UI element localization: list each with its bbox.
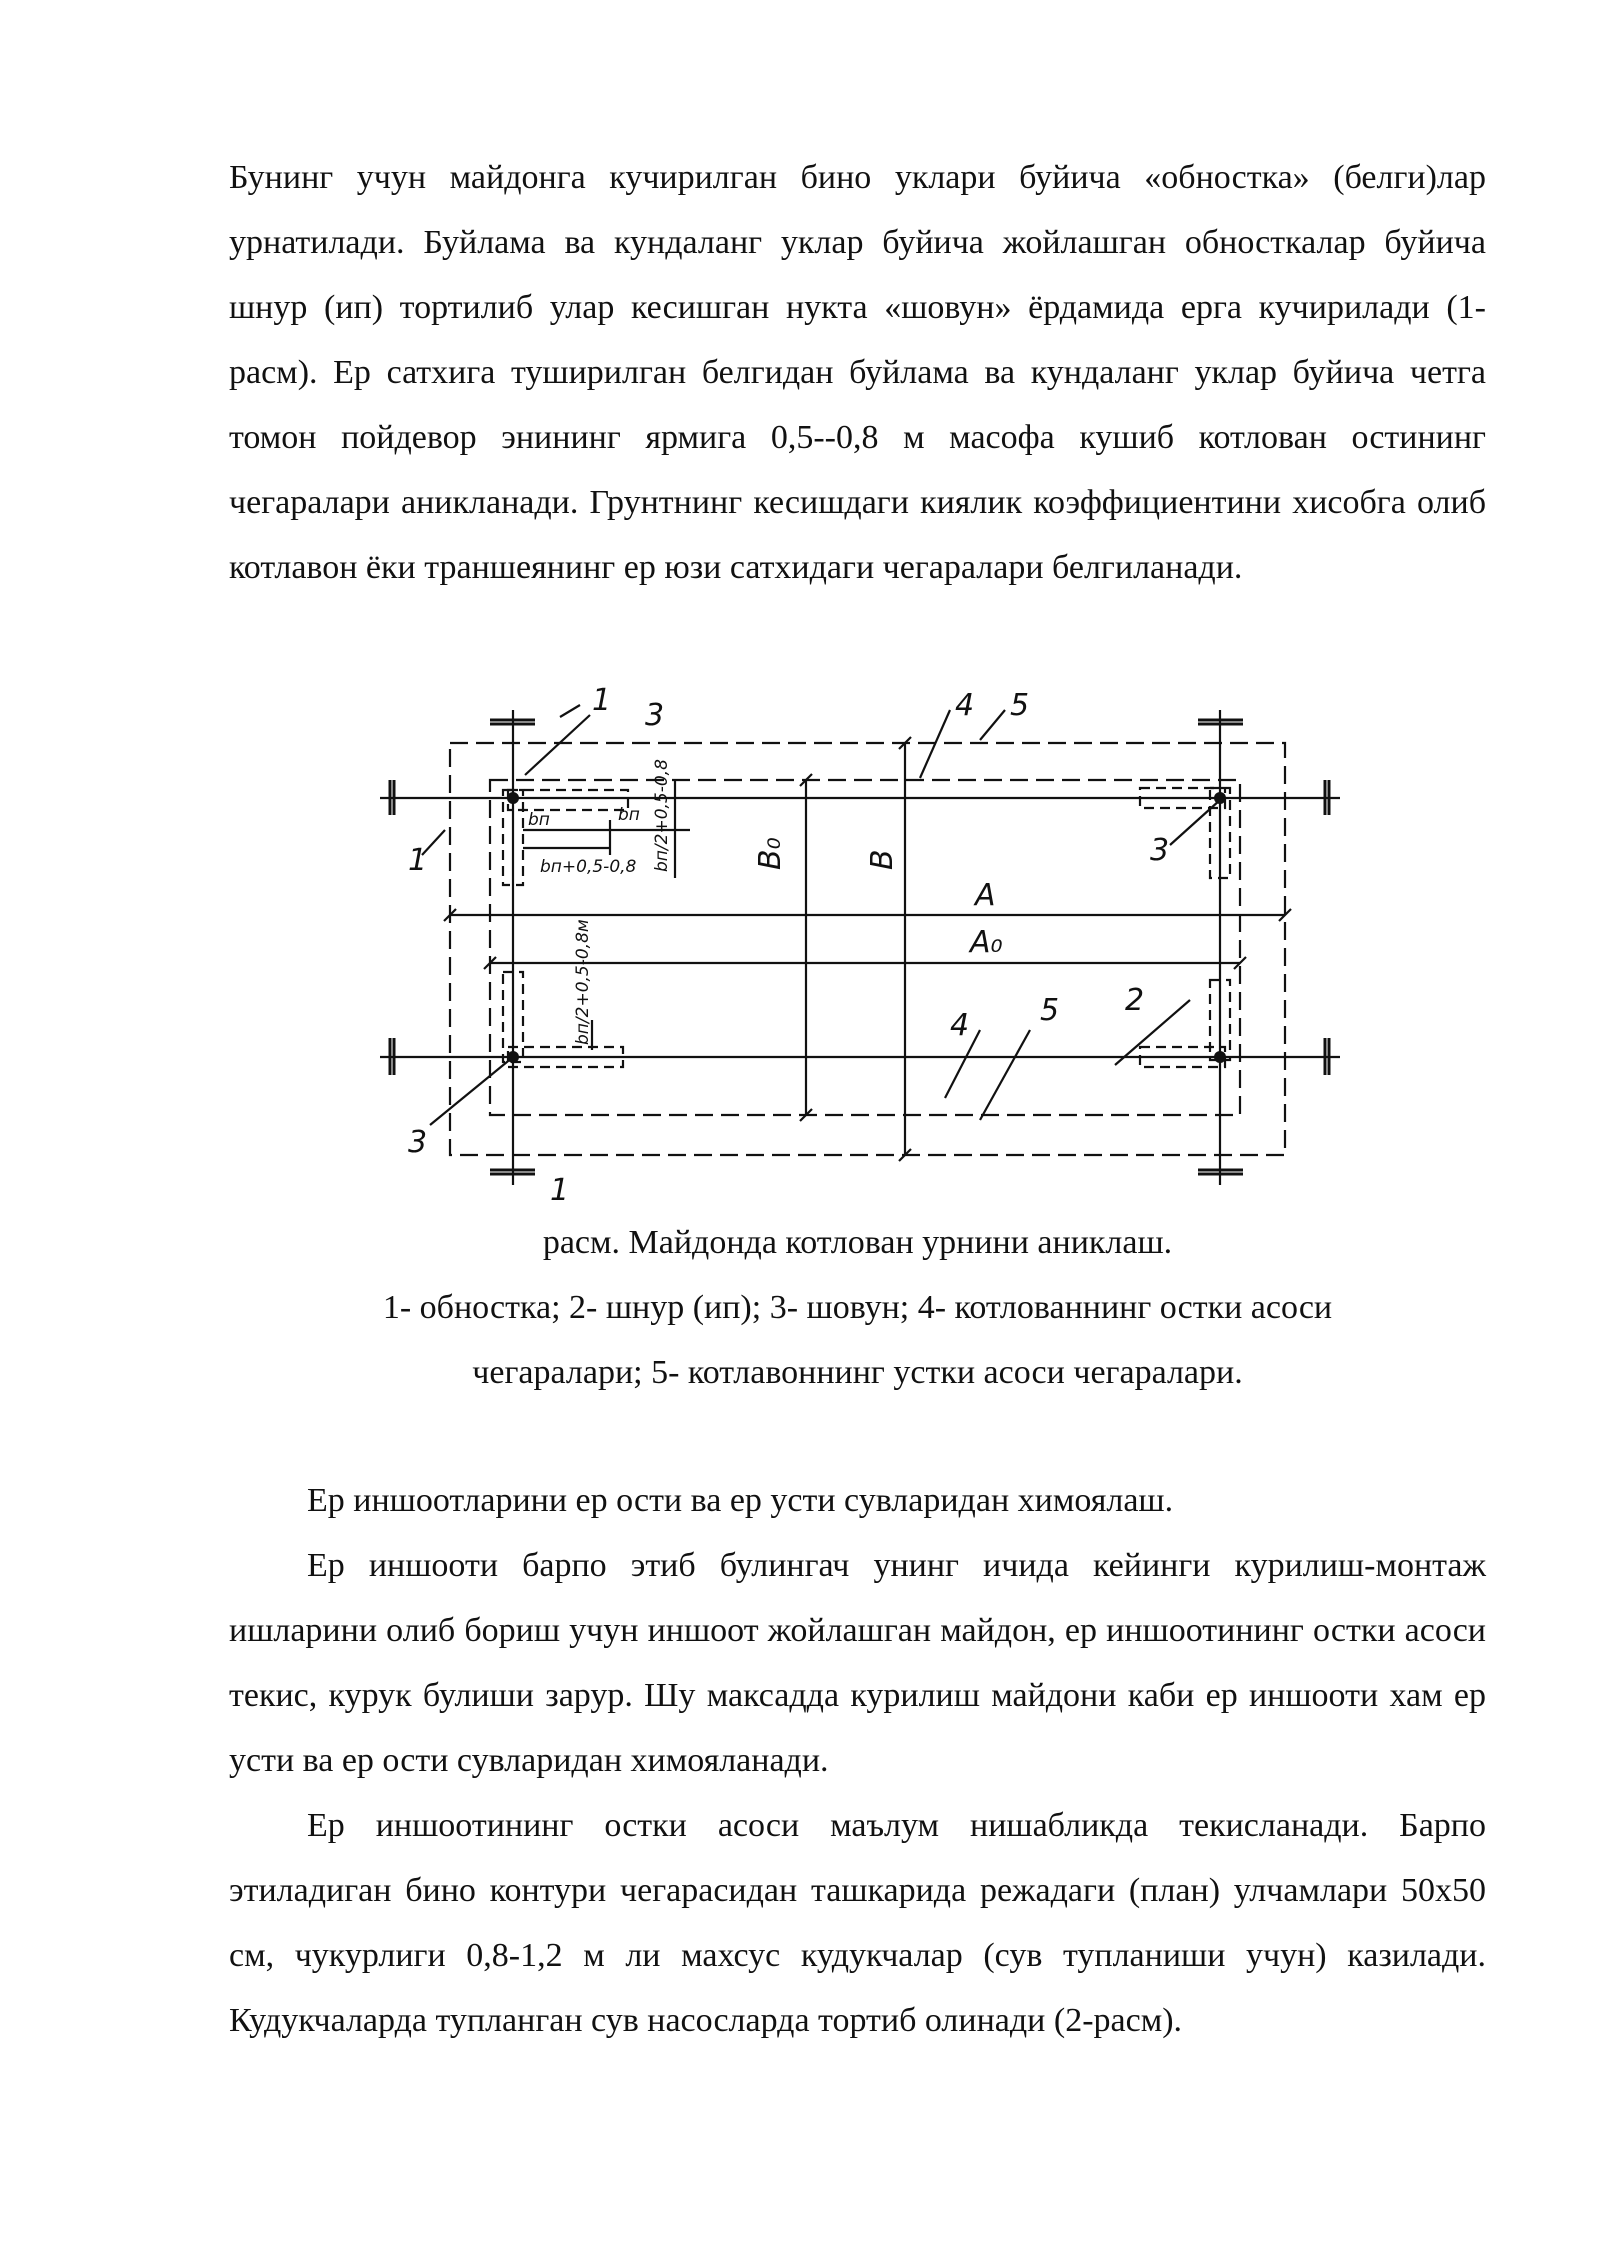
label-bp-2: bп	[618, 805, 640, 825]
foundation-corner-top-left	[508, 790, 628, 810]
label-4-top: 4	[955, 688, 975, 723]
paragraph-intro: Бунинг учун майдонга кучирилган бино уклари буйича «обностка» (белги)лар урнатилади. Буйлама ва кундаланг уклар буйича жойлашган обносткалар буйича шнур (ип) тортилиб улар кесишган нукта «шовун» ёрдамида ерга кучирилади (1-расм). Ер сатхига туширилган белгидан буйлама ва кундаланг уклар буйича четга томон пойдевор энининг ярмига 0,5--0,8 м масофа кушиб котлован остининг чегаралари аникланади. Грунтнинг кесишдаги киялик коэффициентини хисобга олиб котлавон ёки траншеянинг ер юзи сатхидаги чегаралари белгиланади.	[229, 159, 1486, 586]
figure-legend-line-2: чегаралари; 5- котлавоннинг устки асоси чегаралари.	[472, 1354, 1243, 1391]
paragraph-protection: Ер иншооти барпо этиб булингач унинг ичида кейинги курилиш-монтаж ишларини олиб бориш учун иншоот жойлашган майдон, ер иншоотининг остки асоси текис, курук булиши зарур. Шу максадда курилиш майдони каби ер иншооти хам ер усти ва ер ости сувларидан химояланади.	[229, 1547, 1486, 1779]
paragraph-drainage-wells: Ер иншоотининг остки асоси маълум нишабликда текисланади. Барпо этиладиган бино контури чегарасидан ташкарида режадаги (план) улчамлари 50х50 см, чукурлиги 0,8-1,2 м ли махсус кудукчалар (сув тупланиши учун) казилади. Кудукчаларда тупланган сув насосларда тортиб олинади (2-расм).	[229, 1807, 1486, 2039]
label-5-bottom: 5	[1040, 993, 1060, 1028]
figure-legend-line-1: 1- обностка; 2- шнур (ип); 3- шовун; 4- котлованнинг остки асоси	[382, 1289, 1333, 1326]
label-3-top: 3	[645, 698, 665, 733]
label-bp: bп	[528, 810, 550, 830]
label-1-top: 1	[592, 683, 612, 718]
plumb-points	[507, 792, 1226, 1063]
label-dim-vertical: bп/2+0,5-0,8м	[573, 919, 593, 1045]
label-1-left: 1	[408, 843, 428, 878]
section-heading: Ер иншоотларини ер ости ва ер усти сувларидан химоялаш.	[307, 1482, 1174, 1519]
label-dim-bp: bп+0,5-0,8	[540, 857, 637, 877]
label-A0: А₀	[970, 925, 1003, 960]
label-3-bottom: 3	[408, 1125, 428, 1160]
label-3-right: 3	[1150, 833, 1170, 868]
label-dim-bp2: bп/2+0,5-0,8	[652, 759, 672, 872]
label-B: В	[865, 849, 900, 870]
figure-caption-title: расм. Майдонда котлован урнини аниклаш.	[542, 1224, 1173, 1261]
label-2: 2	[1125, 983, 1145, 1018]
label-1-bottom: 1	[550, 1173, 570, 1205]
excavation-layout-figure	[360, 680, 1360, 1205]
label-4-bottom: 4	[950, 1008, 970, 1043]
label-5-top: 5	[1010, 688, 1030, 723]
label-A: А	[975, 878, 996, 913]
label-B0: В₀	[753, 837, 788, 870]
